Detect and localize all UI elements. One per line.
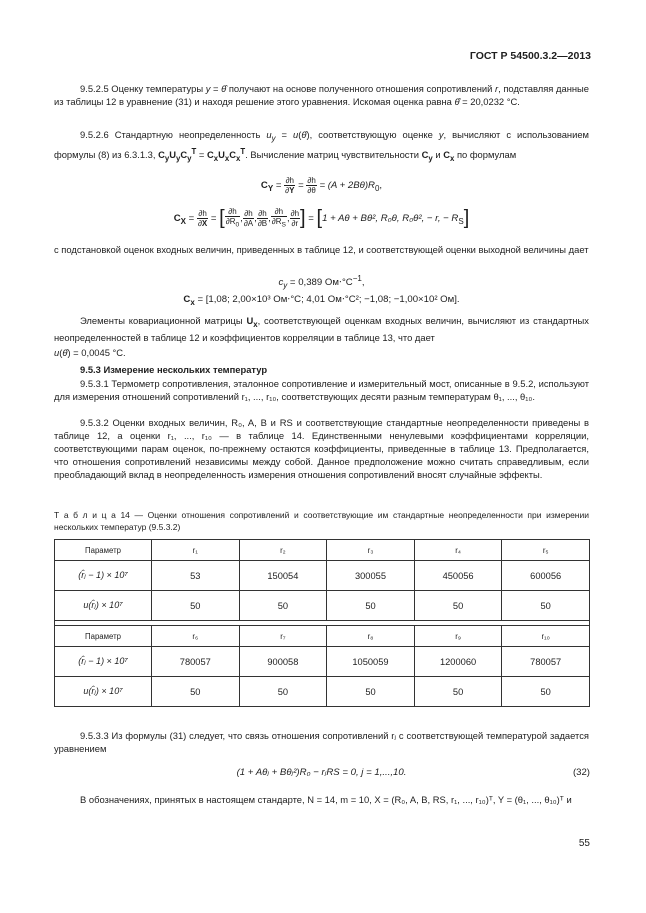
table-row: (r̂ⱼ − 1) × 10⁷ 53 150054 300055 450056 600056: [55, 561, 590, 591]
table-row: (r̂ⱼ − 1) × 10⁷ 780057 900058 1050059 1200060 780057: [55, 647, 590, 677]
para-9-5-3-3: 9.5.3.3 Из формулы (31) следует, что связь отношения сопротивлений rⱼ с соответствующей температурой задается уравнением: [54, 730, 589, 755]
equation-32: (1 + Aθⱼ + Bθⱼ²)R₀ − rⱼRS = 0, j = 1,...,10.: [236, 767, 407, 778]
para-9-5-2-6: 9.5.2.6 Стандартную неопределенность $u_y$ = u(θ̂), соответствующую оценке y, вычисляют с использованием формулы (8) из 6.3.1.3, $C_yU_yC_y^T = C_xU_xC_x^T$. Вычисление матриц чувствительности $C_y$ и $C_x$ по формулам: [54, 129, 589, 163]
para-substitution: с подстановкой оценок входных величин, приведенных в таблице 12, и соответствующей оценки выходной величины дает: [54, 244, 589, 255]
table-14: [54, 539, 590, 707]
table-row: u(r̂ⱼ) × 10⁷ 50 50 50 50 50: [55, 677, 590, 707]
para-9-5-3-1: 9.5.3.1 Термометр сопротивления, эталонное сопротивление и измерительный мост, описанные в 9.5.2, используют для измерения отношений сопротивлений r₁, ..., r₁₀, соответствующих десяти разным температурам θ₁, ..., θ₁₀.: [54, 378, 589, 403]
cy-value: $c_y = 0,389$ $Ом\cdot^\circ С^{-1}$,: [278, 274, 365, 291]
table-row: u(r̂ⱼ) × 10⁷ 50 50 50 50 50: [55, 591, 590, 621]
equation-cx-matrix: $C_X$ = $\frac{\partial h}{\partial X}$ = [ $\frac{\partial h}{\partial R_0}$ , $\frac{\partial h}{\partial A}$ , $\frac{\partial h}{\partial B}$ , $\frac{\partial h}{\partial R_S}$ , $\frac{\partial h}{\partial r}$ ] = [1 + Aθ + Bθ², R₀θ, R₀θ², − r, − $R_S$]: [173, 207, 470, 229]
para-9-5-2-5: 9.5.2.5 Оценку температуры y = θ̂ получают на основе полученного отношения сопротивлений r, подставляя данные из таблицы 12 в уравнение (31) и находя решение этого уравнения. Искомая оценка равна θ̂ = 20,0232 °С.: [54, 83, 590, 108]
page-number: 55: [578, 838, 590, 849]
equation-cy-matrix: $C_Y$ = $\frac{\partial h}{\partial Y}$ = $\frac{\partial h}{\partial\theta}$ = $(A + 2B\theta)R_0$,: [260, 176, 383, 195]
table-header-row: Параметр r₁ r₂ r₃ r₄ r₅: [55, 540, 590, 561]
para-notation: В обозначениях, принятых в настоящем стандарте, N = 14, m = 10, X = (R₀, A, B, RS, r₁, ..., r₁₀)ᵀ, Y = (θ₁, ..., θ₁₀)ᵀ и: [80, 794, 572, 805]
para-covariance: Элементы ковариационной матрицы $U_x$, соответствующей оценкам входных величин, вычисляют из стандартных неопределенностей в таблице 12 и коэффициентов корреляции в таблице 13, что дает: [54, 315, 589, 343]
table-14-caption: Т а б л и ц а 14 — Оценки отношения сопротивлений и соответствующие им стандартные неопределенности при измерении нескольких температур (9.5.3.2): [54, 510, 589, 532]
section-9-5-3-title: 9.5.3 Измерение нескольких температур: [80, 364, 268, 375]
cx-value: $C_x = [1,08$; 2,00×10³ Ом⋅°С; 4,01 Ом⋅°С²; −1,08; −1,00×10² Ом].: [183, 294, 460, 307]
u-theta-value: u(θ̂) = 0,0045 °С.: [54, 347, 126, 358]
equation-number: (32): [572, 767, 590, 778]
standard-header: ГОСТ Р 54500.3.2—2013: [469, 50, 591, 62]
table-header-row: Параметр r₆ r₇ r₈ r₉ r₁₀: [55, 626, 590, 647]
para-9-5-3-2: 9.5.3.2 Оценки входных величин, R₀, A, B и RS и соответствующие стандартные неопределенности приведены в таблице 12, а оценки r₁, ..., r₁₀ — в таблице 14. Единственными ненулевыми коэффициентами корреляции, соответствующими парам оценок, по-прежнему остаются коэффициенты, приведенные в таблице 13. Предполагается, что отношения сопротивлений независимы между собой. Данное предположение можно считать справедливым, если преобладающий вклад в неопределенность измерения отношения сопротивлений вносят случайные эффекты.: [54, 417, 589, 481]
